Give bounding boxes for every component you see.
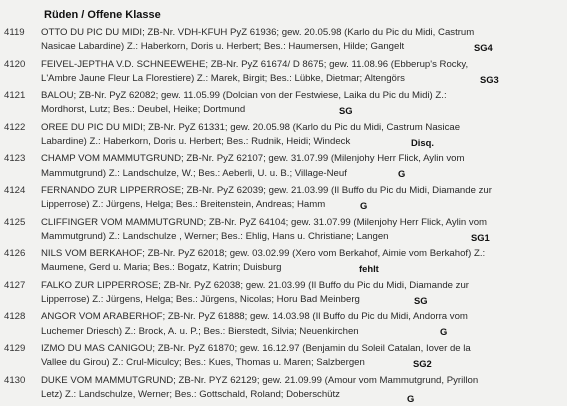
entry-line-1: FALKO ZUR LIPPERROSE; ZB-Nr. PyZ 62038; gew. 21.03.99 (Il Buffo du Pic du Midi, Diamande zur: [41, 279, 469, 291]
entry-text: [41, 89, 564, 117]
entry-line-2: Mordhorst, Lutz; Bes.: Deubel, Heike; Dortmund: [41, 104, 246, 116]
entry-line-2: Lipperrose) Z.: Jürgens, Helga; Bes.: Jürgens, Nicolas; Horu Bad Meinberg: [41, 293, 360, 305]
result-grade: SG: [414, 294, 428, 306]
result-grade: G: [360, 199, 368, 211]
entry-line-2: Mammutgrund) Z.: Landschulze , Werner; Bes.: Ehlig, Hans u. Christiane; Langen: [41, 230, 389, 242]
entry-line-2: Luchemer Driesch) Z.: Brock, A. u. P.; Bes.: Bierstedt, Silvia; Neuenkirchen: [41, 325, 359, 337]
entry-line-1: OTTO DU PIC DU MIDI; ZB-Nr. VDH-KFUH PyZ 61936; gew. 20.05.98 (Karlo du Pic du Midi, Castrum: [41, 27, 475, 38]
catalog-entry: [0, 89, 567, 121]
entry-line-1: IZMO DU MAS CANIGOU; ZB-Nr. PyZ 61870; gew. 16.12.97 (Benjamin du Soleil Catalan, Iover de la: [41, 342, 471, 354]
catalog-entry: [0, 58, 567, 90]
section-heading: Rüden / Offene Klasse: [44, 9, 161, 21]
entry-number: 4127: [4, 279, 26, 291]
catalog-entry: [0, 342, 567, 374]
result-grade: SG1: [471, 231, 490, 243]
entry-line-2: Nasicae Labardine) Z.: Haberkorn, Doris u. Herbert; Bes.: Haumersen, Hilde; Gangelt: [41, 41, 405, 53]
catalog-entry: [0, 216, 567, 248]
entry-number: 4129: [4, 342, 26, 354]
catalog-entry: [0, 279, 567, 311]
result-grade: G: [440, 326, 448, 338]
catalog-entry: [0, 26, 567, 58]
entry-text: [41, 279, 564, 307]
entry-number: 4122: [4, 121, 26, 133]
result-grade: SG4: [474, 42, 493, 53]
result-grade: SG: [339, 105, 353, 117]
entry-line-1: FEIVEL-JEPTHA V.D. SCHNEEWEHE; ZB-Nr. PyZ 61674/ D 8675; gew. 11.08.96 (Ebberup's Rocky,: [41, 58, 469, 70]
entry-text: [41, 342, 564, 370]
entry-line-1: FERNANDO ZUR LIPPERROSE; ZB-Nr. PyZ 62039; gew. 21.03.99 (Il Buffo du Pic du Midi, Diamande zur: [41, 184, 492, 196]
result-grade: SG2: [413, 357, 432, 369]
entry-line-2: Labardine) Z.: Haberkorn, Doris u. Herbert; Bes.: Rudnik, Heidi; Windeck: [41, 135, 351, 147]
entry-text: [41, 184, 564, 212]
entry-line-1: DUKE VOM MAMMUTGRUND; ZB-Nr. PYZ 62129; gew. 21.09.99 (Amour vom Mammutgrund, Pyrillon: [41, 374, 479, 386]
entry-text: [41, 374, 564, 402]
result-grade: G: [398, 168, 406, 180]
entry-number: 4124: [4, 184, 26, 196]
entry-number: 4125: [4, 216, 26, 228]
entry-line-1: NILS VOM BERKAHOF; ZB-Nr. PyZ 62018; gew. 03.02.99 (Xero vom Berkahof, Aimie vom Berkahof) Z.:: [41, 248, 486, 260]
entry-line-1: CLIFFINGER VOM MAMMUTGRUND; ZB-Nr. PyZ 64104; gew. 31.07.99 (Milenjohy Herr Flick, Aylin vom: [41, 216, 488, 228]
entry-number: 4130: [4, 374, 26, 386]
entry-number: 4120: [4, 58, 26, 70]
entry-list: [0, 26, 567, 405]
entry-number: 4121: [4, 90, 26, 102]
entry-number: 4126: [4, 248, 26, 260]
catalog-entry: [0, 310, 567, 342]
entry-line-2: Lipperrose) Z.: Jürgens, Helga; Bes.: Breitenstein, Andreas; Hamm: [41, 199, 326, 211]
entry-text: [41, 247, 564, 275]
entry-number: 4123: [4, 153, 26, 165]
entry-text: [41, 121, 564, 149]
entry-line-1: BALOU; ZB-Nr. PyZ 62082; gew. 11.05.99 (Dolcian von der Festwiese, Laika du Pic du Midi) Z.:: [41, 90, 447, 102]
catalog-entry: [0, 184, 567, 216]
catalog-entry: [0, 152, 567, 184]
result-grade: Disq.: [411, 136, 434, 148]
entry-line-2: Letz) Z.: Landschulze, Werner; Bes.: Gottschald, Roland; Doberschütz: [41, 388, 340, 400]
entry-line-1: OREE DU PIC DU MIDI; ZB-Nr. PyZ 61331; gew. 20.05.98 (Karlo du Pic du Midi, Castrum Nasicae: [41, 121, 461, 133]
entry-line-2: Mammutgrund) Z.: Landschulze, W.; Bes.: Aeberli, U. u. B.; Village-Neuf: [41, 167, 347, 179]
result-grade: SG3: [480, 73, 499, 85]
entry-line-2: Maumene, Gerd u. Maria; Bes.: Bogatz, Katrin; Duisburg: [41, 262, 282, 274]
catalog-entry: [0, 247, 567, 279]
entry-number: 4128: [4, 311, 26, 323]
catalog-entry: [0, 121, 567, 153]
entry-line-1: ANGOR VOM ARABERHOF; ZB-Nr. PyZ 61888; gew. 14.03.98 (Il Buffo du Pic du Midi, Andorra vom: [41, 311, 468, 323]
entry-line-2: L'Ambre Jaune Fleur La Florestiere) Z.: Marek, Birgit; Bes.: Lübke, Dietmar; Altengörs: [41, 72, 405, 84]
entry-line-1: CHAMP VOM MAMMUTGRUND; ZB-Nr. PyZ 62107; gew. 31.07.99 (Milenjohy Herr Flick, Aylin vom: [41, 153, 465, 165]
catalog-entry: [0, 374, 567, 406]
result-grade: fehlt: [359, 263, 379, 275]
entry-line-2: Vallee du Girou) Z.: Crul-Miculcy; Bes.: Kues, Thomas u. Maren; Salzbergen: [41, 357, 365, 369]
entry-text: [41, 310, 564, 338]
result-grade: G: [407, 392, 415, 404]
entry-number: 4119: [4, 27, 25, 38]
entry-text: [41, 152, 564, 180]
